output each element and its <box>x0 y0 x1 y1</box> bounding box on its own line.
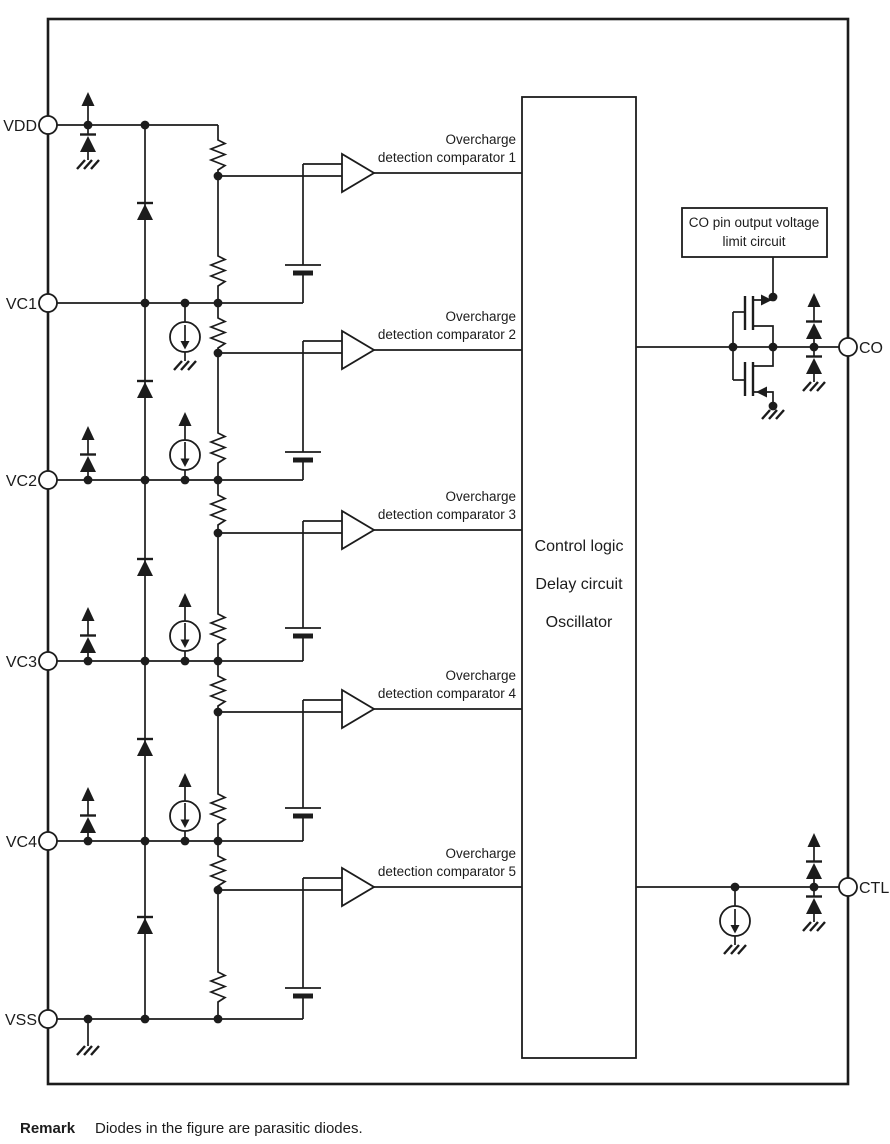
vdd-parasitic-stub <box>77 92 99 169</box>
pin-label-vc2: VC2 <box>5 473 37 490</box>
pin-label-vdd: VDD <box>3 118 37 135</box>
parasitic-diode-vc2-vc3 <box>137 559 153 576</box>
pin-label-vss: VSS <box>4 1012 37 1029</box>
limit-box-line2: limit circuit <box>722 234 786 249</box>
comparator-2-label-line1: Overcharge <box>445 309 516 324</box>
reference-voltage-3 <box>285 628 321 636</box>
comparator-3 <box>214 489 522 661</box>
comparator-4-label-line2: detection comparator 4 <box>377 686 516 701</box>
current-source-vc3 <box>170 593 200 661</box>
current-source-ctl <box>720 887 750 954</box>
comparator-1-label-line1: Overcharge <box>445 132 516 147</box>
ctl-line <box>636 833 839 954</box>
comparator-2 <box>214 309 522 480</box>
parasitic-diode-column <box>137 121 153 1024</box>
control-block-line3: Oscillator <box>545 614 613 631</box>
current-source-vc4 <box>170 773 200 841</box>
comparator-1-symbol <box>342 154 374 192</box>
comparator-1 <box>214 132 522 303</box>
vc3-parasitic-diode-stack <box>80 607 96 661</box>
comparator-4-label-line1: Overcharge <box>445 668 516 683</box>
pin-vdd <box>39 116 57 134</box>
limit-box-line1: CO pin output voltage <box>688 215 820 230</box>
comparator-3-symbol <box>342 511 374 549</box>
current-source-vc2 <box>170 412 200 480</box>
current-source-vc1 <box>170 303 200 370</box>
vdd-diode-to-ground <box>77 125 99 169</box>
vc4-parasitic-diode-stack <box>80 787 96 841</box>
comparator-4-symbol <box>342 690 374 728</box>
pin-label-ctl: CTL <box>859 880 890 897</box>
comparator-5-label-line2: detection comparator 5 <box>377 864 516 879</box>
remark <box>20 1120 363 1137</box>
pin-label-vc4: VC4 <box>5 834 37 851</box>
pin-co <box>839 338 857 356</box>
pin-vc1 <box>39 294 57 312</box>
right-pins <box>839 338 889 897</box>
reference-voltage-1 <box>285 265 321 273</box>
parasitic-diode-vc3-vc4 <box>137 739 153 756</box>
control-block-line2: Delay circuit <box>535 576 623 593</box>
comparator-5-label-line1: Overcharge <box>445 846 516 861</box>
pin-label-vc1: VC1 <box>5 296 37 313</box>
vc2-parasitic-diode-stack <box>80 426 96 480</box>
parasitic-diode-vc1-vc2 <box>137 381 153 398</box>
pin-ctl <box>839 878 857 896</box>
comparator-1-label-line2: detection comparator 1 <box>377 150 516 165</box>
co-parasitic-diode-up <box>806 293 822 347</box>
comparator-2-symbol <box>342 331 374 369</box>
comparator-3-label-line1: Overcharge <box>445 489 516 504</box>
parasitic-diode-vdd-vc1 <box>137 203 153 220</box>
vss-ground-stub <box>77 1015 99 1055</box>
comparator-5-symbol <box>342 868 374 906</box>
pin-label-vc3: VC3 <box>5 654 37 671</box>
ctl-parasitic-diode-down <box>803 887 825 931</box>
control-logic-block <box>522 97 636 1058</box>
co-limit-circuit-box <box>682 208 827 297</box>
comparator-4 <box>214 668 522 841</box>
co-output-stage <box>636 293 839 419</box>
pin-vc2 <box>39 471 57 489</box>
reference-voltage-2 <box>285 452 321 460</box>
reference-voltage-4 <box>285 808 321 816</box>
pin-vss <box>39 1010 57 1028</box>
pin-label-co: CO <box>859 340 883 357</box>
comparator-3-label-line2: detection comparator 3 <box>377 507 516 522</box>
pin-vc3 <box>39 652 57 670</box>
co-parasitic-diode-down <box>803 347 825 391</box>
ctl-parasitic-diode-up <box>806 833 822 887</box>
reference-voltage-5 <box>285 988 321 996</box>
comparator-2-label-line2: detection comparator 2 <box>377 327 516 342</box>
control-block-line1: Control logic <box>534 538 624 555</box>
remark-label: Remark <box>20 1120 76 1137</box>
pin-rails <box>48 125 303 1019</box>
pmos-transistor <box>733 295 773 348</box>
pin-vc4 <box>39 832 57 850</box>
parasitic-diode-vc4-vss <box>137 917 153 934</box>
comparator-5 <box>214 846 522 1019</box>
remark-text: Diodes in the figure are parasitic diodes. <box>95 1120 363 1137</box>
